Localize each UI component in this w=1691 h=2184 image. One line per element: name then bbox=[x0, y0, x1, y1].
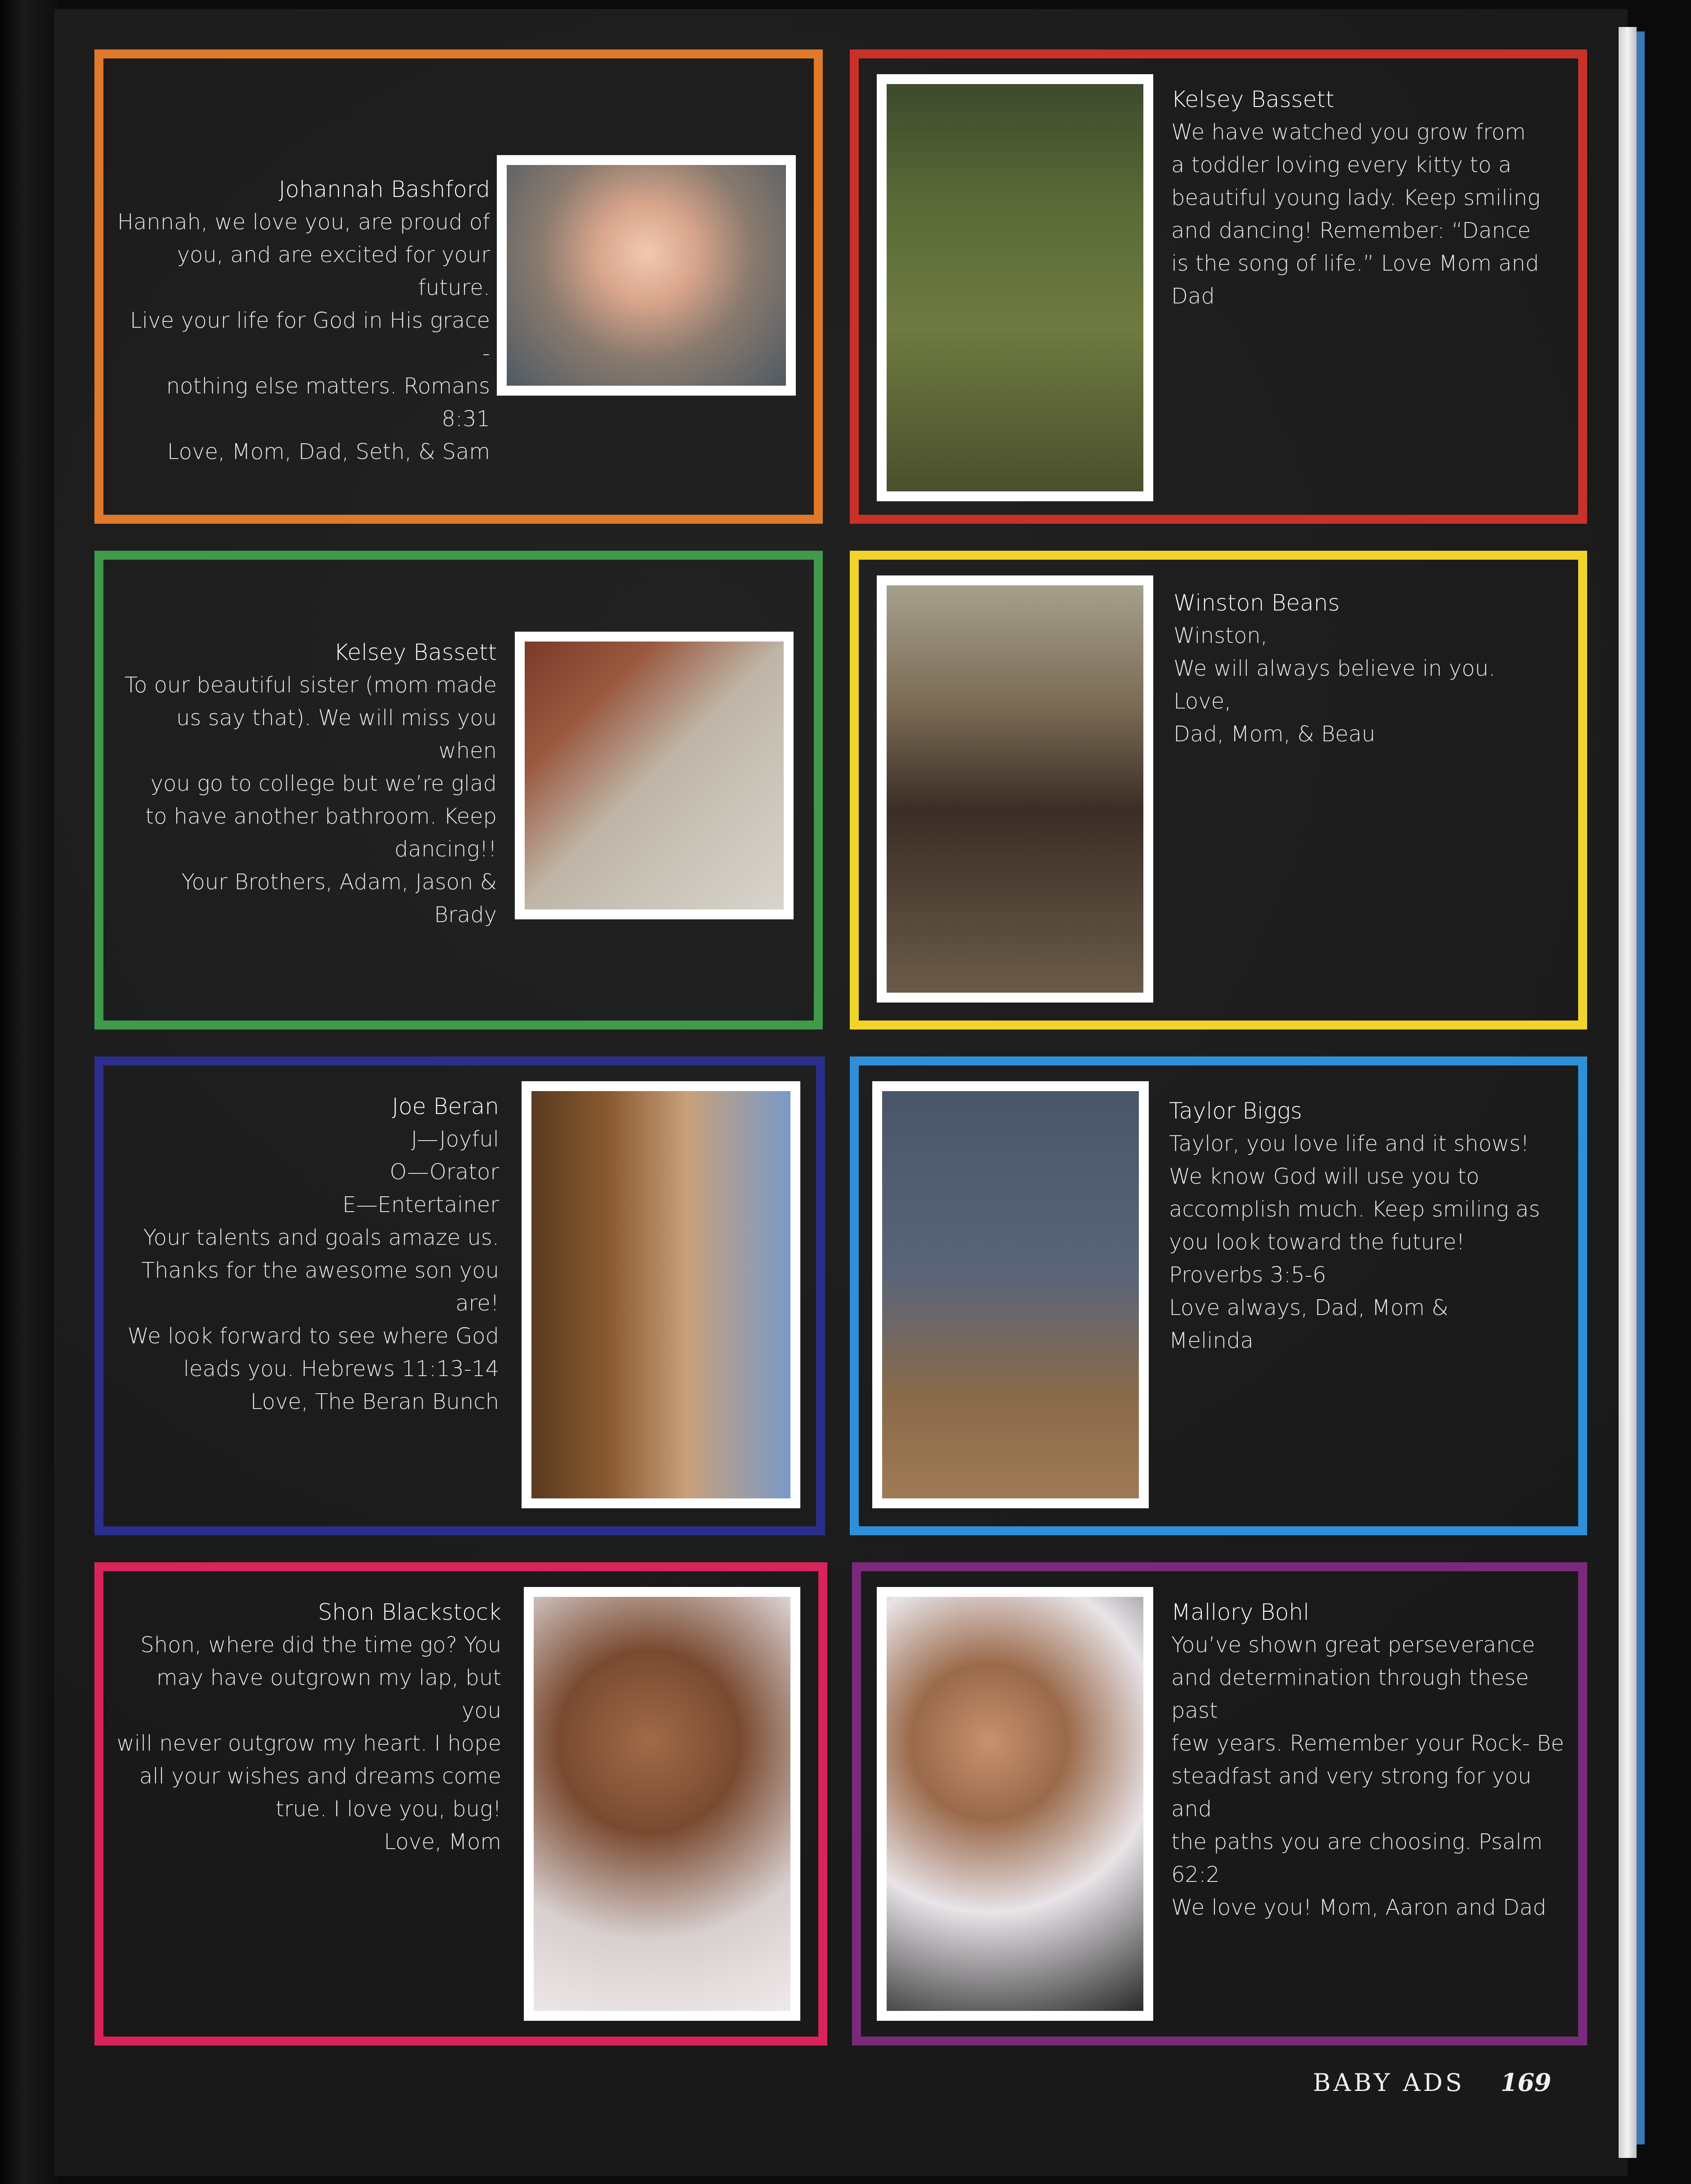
child-name: Taylor Biggs bbox=[1169, 1098, 1303, 1124]
baby-photo bbox=[522, 1081, 800, 1508]
child-name: Johannah Bashford bbox=[279, 176, 490, 202]
baby-photo bbox=[515, 632, 794, 919]
ad-message: We have watched you grow from a toddler loving every kitty to a beautiful young lady. Keep smiling and dancing! Remember: “Dance is the song of life.” Love Mom and Dad bbox=[1171, 120, 1540, 309]
page-number: 169 bbox=[1500, 2068, 1552, 2097]
ad-message: You’ve shown great perseverance and determination through these past few years. Remember your Rock- Be steadfast and very strong for you and the paths you are choosing. Psalm 62:2 We love you! Mom, Aaron and Dad bbox=[1171, 1632, 1564, 1920]
ad-message: Hannah, we love you, are proud of you, and are excited for your future. Live your life for God in His grace - nothing else matters. Romans 8:31 Love, Mom, Dad, Seth, & Sam bbox=[117, 209, 490, 464]
ad-text bbox=[112, 636, 497, 932]
ad-text bbox=[117, 173, 490, 468]
ad-text bbox=[1171, 83, 1567, 313]
baby-photo bbox=[877, 1587, 1153, 2021]
page-edge-cover bbox=[1637, 31, 1645, 2144]
book-spine bbox=[0, 0, 58, 2184]
child-name: Winston Beans bbox=[1173, 590, 1340, 616]
ad-message: To our beautiful sister (mom made us say that). We will miss you when you go to college but we’re glad to have another bathroom. Keep dancing!! Your Brothers, Adam, Jason & Brady bbox=[124, 673, 497, 927]
baby-photo bbox=[524, 1587, 800, 2021]
child-name: Kelsey Bassett bbox=[1171, 86, 1334, 112]
child-name: Kelsey Bassett bbox=[334, 639, 497, 665]
baby-photo bbox=[877, 74, 1153, 501]
ad-message: Winston, We will always believe in you. Love, Dad, Mom, & Beau bbox=[1173, 623, 1495, 747]
ad-message: Taylor, you love life and it shows! We know God will use you to accomplish much. Keep smiling as you look toward the future! Proverbs 3:5-6 Love always, Dad, Mom & Melinda bbox=[1169, 1131, 1540, 1353]
child-name: Mallory Bohl bbox=[1171, 1599, 1310, 1625]
baby-photo bbox=[872, 1081, 1149, 1508]
child-name: Joe Beran bbox=[392, 1093, 499, 1119]
baby-photo bbox=[497, 155, 796, 396]
child-name: Shon Blackstock bbox=[317, 1599, 501, 1625]
ad-text bbox=[112, 1090, 499, 1418]
ad-text bbox=[1173, 587, 1569, 751]
ad-message: Shon, where did the time go? You may have outgrown my lap, but you will never outgrow my heart. I hope all your wishes and dreams come true. I love you, bug! Love, Mom bbox=[116, 1632, 501, 1854]
ad-text bbox=[1171, 1596, 1567, 1924]
ad-message: J—Joyful O—Orator E—Entertainer Your talents and goals amaze us. Thanks for the awesome son you are! We look forward to see where God leads you. Hebrews 11:13-14 Love, The Beran Bunch bbox=[127, 1127, 499, 1414]
page-edge bbox=[1619, 27, 1637, 2158]
section-title: BABY ADS bbox=[1313, 2068, 1465, 2097]
ad-text bbox=[1169, 1095, 1565, 1357]
page-footer bbox=[1313, 2068, 1551, 2097]
ad-text bbox=[112, 1596, 501, 1859]
baby-photo bbox=[877, 575, 1153, 1003]
